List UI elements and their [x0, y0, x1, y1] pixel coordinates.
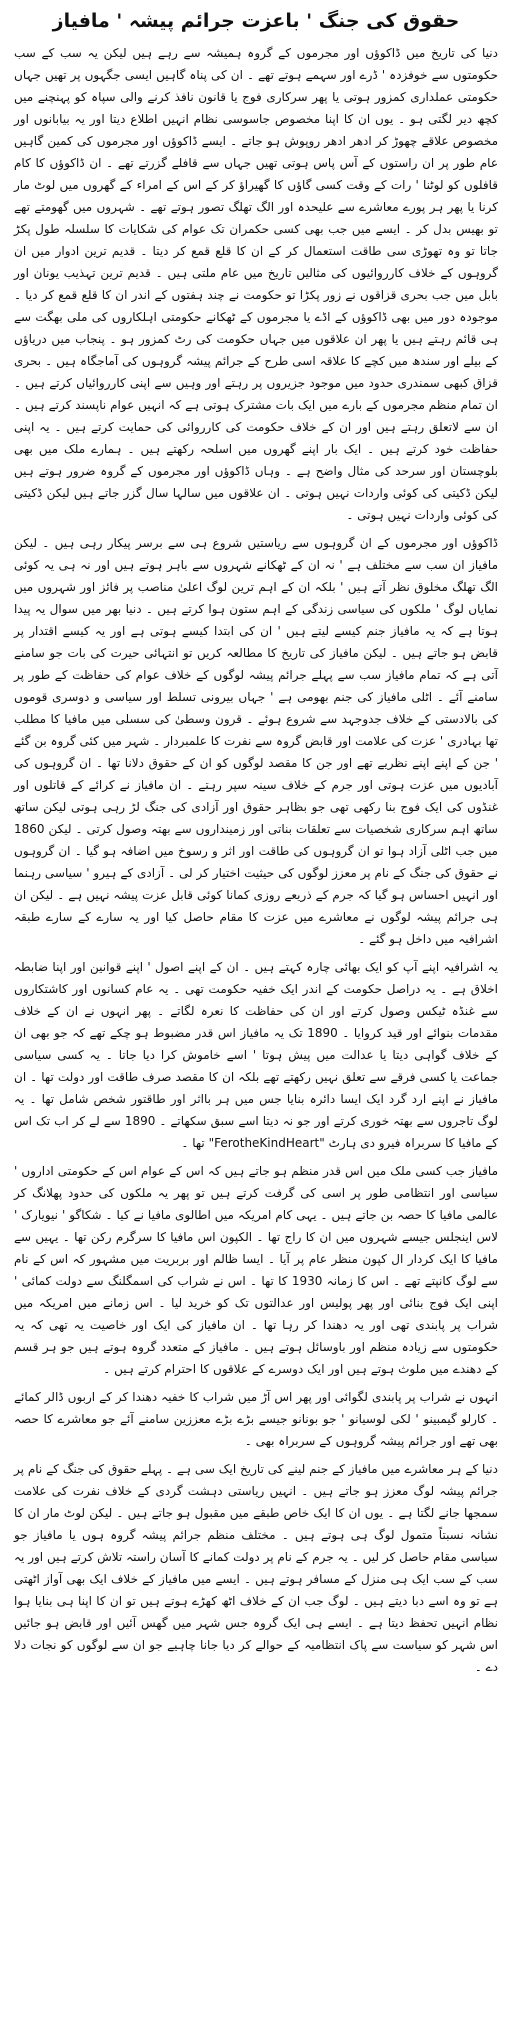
article-paragraph: انہوں نے شراب پر پابندی لگوائی اور پھر اس آڑ میں شراب کا خفیہ دھندا کر کے اربوں ڈالر کمائے ۔ کارلو گیمبینو ' لکی لوسیانو ' جو بونانو جیسے بڑے بڑے معززین سامنے آئے جو معاشرے کا حصہ بھی تھے اور جرائم پیشہ گروہوں کے سربراہ بھی ۔ — [14, 1390, 498, 1448]
article-paragraph: ڈاکوؤں اور مجرموں کے ان گروہوں سے ریاستیں شروع ہی سے برسر پیکار رہی ہیں ۔ لیکن مافیاز ان سب سے مختلف ہے ' نہ ان کے ٹھکانے شہروں سے باہر ہوتے ہیں اور نہ ہی یہ کوئی الگ تھلگ مخلوق نظر آتے ہیں ' بلکہ ان کے اہم ترین لوگ اعلیٰ مناصب پر فائز اور شہروں میں نمایاں لوگ ' ملکوں کی سیاسی زندگی کے اہم ستون ہوا کرتے ہیں ۔ دنیا بھر میں سوال یہ پیدا ہوتا ہے کہ یہ مافیاز جنم کیسے لیتے ہیں ' ان کی ابتدا کیسے ہوتی ہے اور یہ کیسے اقتدار پر قابض ہو جاتے ہیں ۔ لیکن مافیاز کی تاریخ کا مطالعہ کریں تو انتہائی حیرت کی بات جو سامنے آتی ہے کہ تمام مافیاز سب سے پہلے جرائم پیشہ لوگوں کے خلاف عوام کی حفاظت کے طور پر سامنے آئے ۔ اٹلی مافیاز کی جنم بھومی ہے ' جہاں بیرونی تسلط اور سیاسی و دوسری قوموں کی بالادستی کے خلاف جدوجہد سے شروع ہوئے ۔ قرون وسطیٰ کی سسلی میں مافیا کا مطلب تھا بہادری ' عزت کی علامت اور قابض گروہ سے نفرت کا علمبردار ۔ شہر میں کئی گروہ بن گئے ' جن کے اپنے اپنے نظریے تھے اور جن کا مقصد لوگوں کو ان کے حقوق دلانا تھا ۔ ان گروہوں کی آبادیوں میں عزت ہوتی اور جرم کے خلاف سینہ سپر رہتے ۔ ان مافیاز نے کرائے کے قاتلوں اور غنڈوں کی ایک فوج بنا رکھی تھی جو بظاہر حقوق اور آزادی کی جنگ لڑ رہی ہوتی لیکن ساتھ ساتھ اہم سرکاری شخصیات سے تعلقات بناتی اور زمینداروں سے بھتہ وصول کرتی ۔ لیکن 1860 میں جب اٹلی آزاد ہوا تو ان گروہوں کی طاقت اور اثر و رسوخ میں اضافہ ہو گیا ۔ ان گروہوں نے حقوق کی جنگ کے نام پر معزز لوگوں کی حیثیت اختیار کر لی ۔ آزادی کے ہیرو ' سیاسی رہنما اور انہیں احساس ہو گیا کہ جرم کے ذریعے روزی کمانا کوئی قابل عزت پیشہ نہیں ہے ۔ لیکن ان ہی جرائم پیشہ لوگوں نے معاشرے میں عزت کا مقام حاصل کیا اور یہ سارے کے سارے طبقہ اشرافیہ میں داخل ہو گئے ۔ — [14, 536, 498, 946]
article-headline: حقوق کی جنگ ' باعزت جرائم پیشہ ' مافیاز — [52, 10, 460, 32]
article-paragraph: دنیا کی تاریخ میں ڈاکوؤں اور مجرموں کے گروہ ہمیشہ سے رہے ہیں لیکن یہ سب کے سب حکومتوں سے خوفزدہ ' ڈرے اور سہمے ہوتے تھے ۔ ان کی پناہ گاہیں ایسی جگہوں پر تھیں جہاں حکومتی عملداری کمزور ہوتی یا پھر سرکاری فوج یا قانون نافذ کرنے والی سپاہ کو پہنچنے میں کچھ دیر لگتی ہو ۔ یوں ان کا اپنا مخصوص جاسوسی نظام انہیں اطلاع دیتا اور یہ بیابانوں اور مخصوص علاقے چھوڑ کر ادھر ادھر روپوش ہو جاتے ۔ ایسے ڈاکوؤں اور مجرموں کی کمین گاہیں عام طور پر ان راستوں کے آس پاس ہوتی تھیں جہاں سے قافلے گزرتے تھے ۔ ان ڈاکوؤں کا کام قافلوں کو لوٹنا ' رات کے وقت کسی گاؤں کا گھیراؤ کر کے اس کے امراء کے گھروں میں لوٹ مار کرنا یا پھر ہر پورے معاشرے سے علیحدہ اور الگ تھلگ تصور ہوتے تھے ۔ شہروں میں گھومتے تھے تو بھیس بدل کر ۔ ایسے میں جب بھی کسی حکمران تک عوام کی شکایات کا سلسلہ طول پکڑ جاتا تو وہ تھوڑی سی طاقت استعمال کر کے ان کا قلع قمع کر دیتا ۔ قدیم ترین ادوار میں ان گروہوں کے خلاف کارروائیوں کی مثالیں تاریخ میں عام ملتی ہیں ۔ قدیم ترین تہذیب یونان اور بابل میں جب بحری قزاقوں نے زور پکڑا تو حکومت نے چند ہفتوں کے اندر ان کا قلع قمع کر دیا ۔ موجودہ دور میں بھی ڈاکوؤں کے اڈے یا مجرموں کے ٹھکانے حکومتی اہلکاروں کی ملی بھگت سے ہی قائم رہتے ہیں یا پھر ان علاقوں میں جہاں حکومت کی رٹ کمزور ہو ۔ پنجاب میں دریاؤں کے بیلے اور سندھ میں کچے کا علاقہ اسی طرح کے جرائم پیشہ گروہوں کی آماجگاہ ہیں ۔ بحری قزاق کبھی سمندری حدود میں موجود جزیروں پر رہتے اور وہیں سے اپنی کارروائیاں کرتے ہیں ۔ ان تمام منظم مجرموں کے بارے میں ایک بات مشترک ہوتی ہے کہ انہیں عوام ناپسند کرتے ہیں ۔ ان سے لاتعلق رہتے ہیں اور ان کے خلاف حکومت کی کارروائی کی حمایت کرتے ہیں ۔ یہ اپنی حفاظت خود کرتے ہیں ۔ ایک بار اپنے گھروں میں اسلحہ رکھتے ہیں ۔ ہمارے ملک میں بھی بلوچستان اور سرحد کی مثال واضح ہے ۔ وہاں ڈاکوؤں اور مجرموں کے گروہ ضرور ہوتے ہیں لیکن ڈکیتی کی کوئی واردات نہیں ہوتی ۔ ان علاقوں میں سالہا سال گزر جاتے ہیں لیکن ڈکیتی کی کوئی واردات نہیں ہوتی ۔ — [14, 46, 498, 522]
article-paragraph: دنیا کے ہر معاشرے میں مافیاز کے جنم لینے کی تاریخ ایک سی ہے ۔ پہلے حقوق کی جنگ کے نام پر جرائم پیشہ لوگ معزز ہو جاتے ہیں ۔ انہیں ریاستی دہشت گردی کے خلاف نفرت کی علامت سمجھا جانے لگتا ہے ۔ یوں ان کا ایک خاص طبقے میں مقبول ہو جاتے ہیں ۔ لیکن لوٹ مار ان کا نشانہ نسبتاً متمول لوگ ہی ہوتے ہیں ۔ مختلف منظم جرائم پیشہ گروہ ہوں یا مافیاز جو سیاسی مقام حاصل کر لیں ۔ یہ جرم کے نام پر دولت کمانے کا آسان راستہ تلاش کرتے ہیں اور یہ سب کے سب ایک ہی منزل کے مسافر ہوتے ہیں ۔ ایسے میں مافیاز کے خلاف ایک بھی آواز اٹھتی ہے تو وہ اسے دبا دیتے ہیں ۔ لوگ جب ان کے خلاف اٹھ کھڑے ہوتے ہیں تو ان کا اپنا ہی بنایا ہوا نظام انہیں تحفظ دیتا ہے ۔ ایسے ہی ایک گروہ جس شہر میں گھس آئیں اور قابض ہو جائیں اس شہر کو سیاست سے پاک انتظامیہ کے حوالے کر دیا جانا چاہیے جو ان سے لوگوں کو نجات دلا دے ۔ — [14, 1462, 498, 1674]
article-paragraph: یہ اشرافیہ اپنے آپ کو ایک بھائی چارہ کہتے ہیں ۔ ان کے اپنے اصول ' اپنے قوانین اور اپنا ضابطہ اخلاق ہے ۔ یہ دراصل حکومت کے اندر ایک خفیہ حکومت تھی ۔ یہ عام کسانوں اور کاشتکاروں سے غنڈہ ٹیکس وصول کرتے اور ان کی حفاظت کا نعرہ لگاتے ۔ پھر انہوں نے ان کے خلاف مقدمات بنوائے اور قید کروایا ۔ 1890 تک یہ مافیاز اس قدر مضبوط ہو چکے تھے کہ جو بھی ان کے خلاف گواہی دیتا یا عدالت میں پیش ہوتا ' اسے خاموش کرا دیا جاتا ۔ یہ کسی سیاسی جماعت یا کسی فرقے سے تعلق نہیں رکھتے تھے بلکہ ان کا مقصد صرف طاقت اور دولت تھا ۔ ان مافیاز نے اپنے ارد گرد ایک ایسا دائرہ بنایا جس میں ہر بااثر اور طاقتور شخص شامل تھا ۔ یہ لوگ تاجروں سے بھتہ خوری کرتے اور جو نہ دیتا اسے سبق سکھاتے ۔ 1890 سے لے کر اب تک اس کے مافیا کا سربراہ فیرو دی ہارٹ "FerotheKindHeart" تھا ۔ — [14, 960, 498, 1150]
article-paragraph: مافیاز جب کسی ملک میں اس قدر منظم ہو جاتے ہیں کہ اس کے عوام اس کے حکومتی اداروں ' سیاسی اور انتظامی طور پر اسی کی گرفت کرتے ہیں تو پھر یہ ملکوں کی حدود پھلانگ کر عالمی مافیا کا حصہ بن جاتے ہیں ۔ یہی کام امریکہ میں اطالوی مافیا نے کیا ۔ شکاگو ' نیویارک ' لاس اینجلس جیسے شہروں میں ان کا راج تھا ۔ الکپون اس مافیا کا سرگرم رکن تھا ۔ یہیں سے مافیا کا ایک کردار ال کپون منظر عام پر آیا ۔ ایسا ظالم اور بربریت میں مشہور کہ اس کے نام سے لوگ کانپتے تھے ۔ اس کا زمانہ 1930 کا تھا ۔ اس نے شراب کی اسمگلنگ سے دولت کمائی ' اپنی ایک فوج بنائی اور پھر پولیس اور عدالتوں تک کو خرید لیا ۔ اس زمانے میں امریکہ میں شراب پر پابندی تھی اور یہ دھندا کر رہا تھا ۔ ان مافیاز کی ایک اور خاصیت یہ تھی کہ یہ حکومتوں سے زیادہ منظم اور باوسائل ہوتے ہیں ۔ مافیاز کے متعدد گروہ ہوتے ہیں جو ہر قسم کے دھندے میں ملوث ہوتے ہیں اور ایک دوسرے کے علاقوں کا احترام کرتے ہیں ۔ — [14, 1164, 498, 1376]
